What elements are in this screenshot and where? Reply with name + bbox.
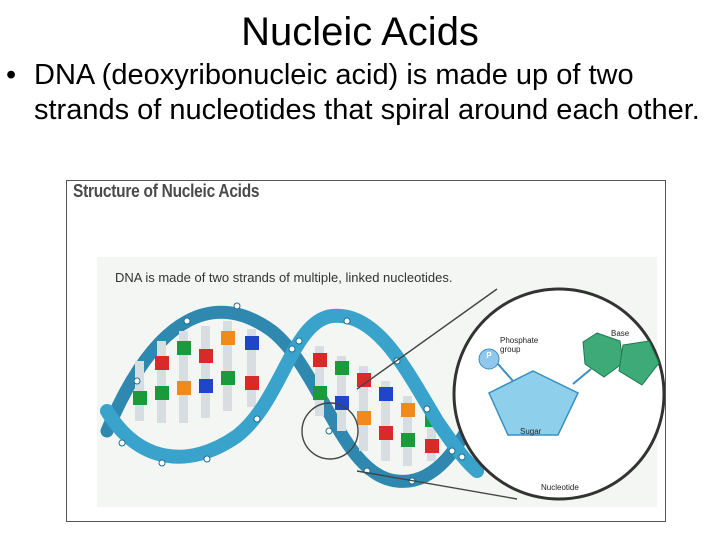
figure-title: Structure of Nucleic Acids bbox=[73, 181, 260, 201]
bullet-item bbox=[6, 58, 706, 128]
phosphate-symbol: P bbox=[486, 351, 492, 360]
dna-structure-figure bbox=[66, 180, 666, 522]
slide-title: Nucleic Acids bbox=[241, 10, 479, 54]
bullet-text: DNA (deoxyribonucleic acid) is made up of two strands of nucleotides that spiral around each other. bbox=[34, 59, 700, 126]
sugar-label: Sugar bbox=[520, 427, 542, 436]
nucleotide-label: Nucleotide bbox=[541, 483, 579, 492]
dna-diagram bbox=[67, 181, 666, 522]
phosphate-group-label: Phosphate group bbox=[500, 336, 539, 354]
figure-caption: DNA is made of two strands of multiple, linked nucleotides. bbox=[115, 270, 453, 285]
base-label: Base bbox=[611, 329, 630, 338]
bullet-marker: • bbox=[6, 59, 17, 91]
